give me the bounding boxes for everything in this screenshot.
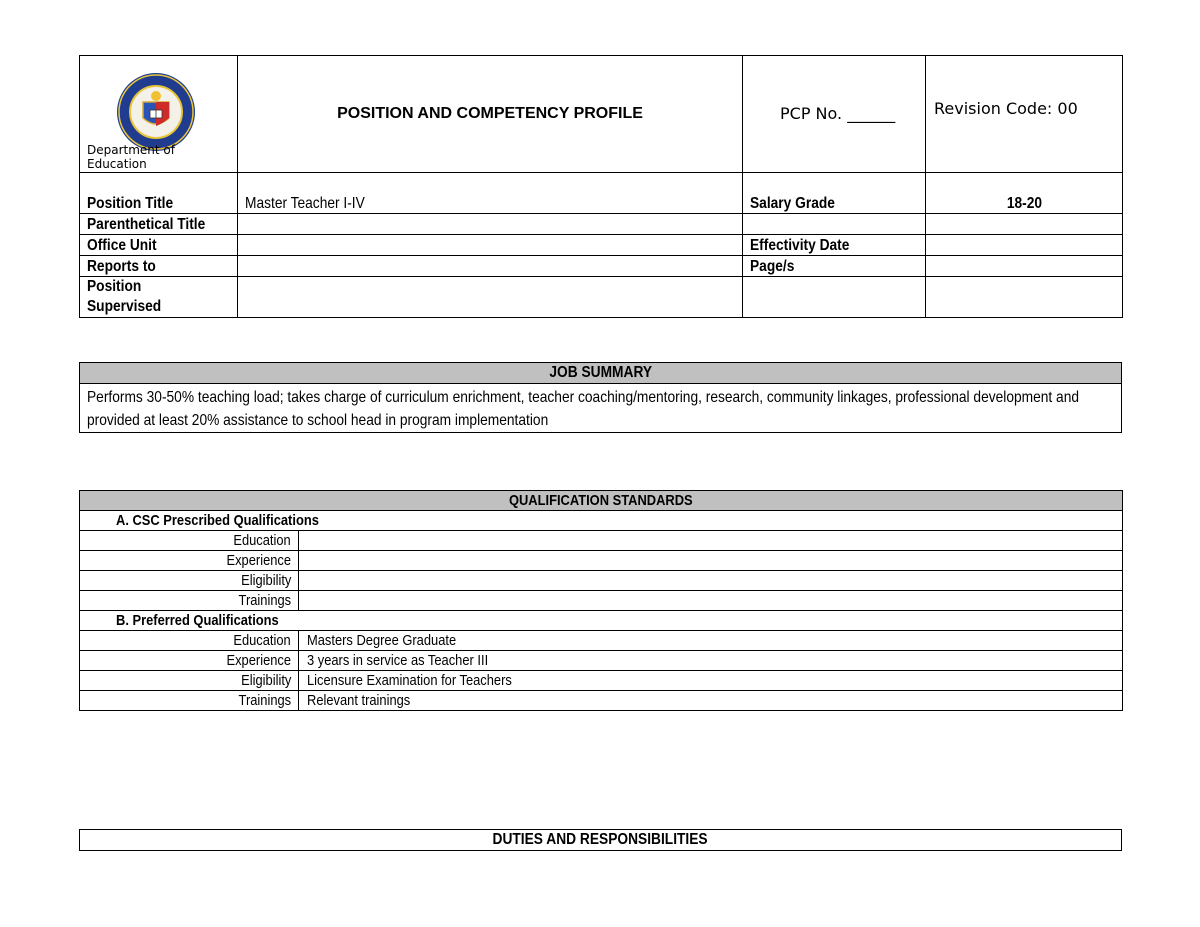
table-row xyxy=(80,671,1123,691)
parenthetical-extra-value xyxy=(926,214,1123,235)
logo-cell xyxy=(80,56,238,173)
department-name: Department of Education xyxy=(87,143,175,171)
table-row xyxy=(80,571,1123,591)
csc-trainings-value xyxy=(299,591,1123,611)
job-summary-table xyxy=(79,362,1122,433)
position-title-label: Position Title xyxy=(80,173,238,214)
position-title-value: Master Teacher I-IV xyxy=(238,173,743,214)
preferred-experience-value: 3 years in service as Teacher III xyxy=(299,651,1123,671)
table-row xyxy=(80,691,1123,711)
csc-qualifications-heading: A. CSC Prescribed Qualifications xyxy=(80,511,1123,531)
parenthetical-title-label: Parenthetical Title xyxy=(80,214,238,235)
deped-seal-icon xyxy=(116,72,196,152)
position-supervised-extra xyxy=(743,277,926,318)
effectivity-date-value xyxy=(926,235,1123,256)
csc-eligibility-value xyxy=(299,571,1123,591)
document-title: POSITION AND COMPETENCY PROFILE xyxy=(238,56,743,173)
duties-table xyxy=(79,829,1122,851)
qualification-standards-heading: QUALIFICATION STANDARDS xyxy=(80,491,1123,511)
pcp-number: PCP No. ______ xyxy=(743,56,926,173)
table-row xyxy=(80,631,1123,651)
csc-education-label: Education xyxy=(80,531,299,551)
preferred-education-label: Education xyxy=(80,631,299,651)
table-row xyxy=(80,591,1123,611)
csc-eligibility-label: Eligibility xyxy=(80,571,299,591)
position-supervised-label: Position Supervised xyxy=(80,277,238,318)
preferred-eligibility-value: Licensure Examination for Teachers xyxy=(299,671,1123,691)
preferred-education-value: Masters Degree Graduate xyxy=(299,631,1123,651)
parenthetical-extra-cell xyxy=(743,214,926,235)
office-unit-value xyxy=(238,235,743,256)
preferred-trainings-value: Relevant trainings xyxy=(299,691,1123,711)
preferred-experience-label: Experience xyxy=(80,651,299,671)
effectivity-date-label: Effectivity Date xyxy=(743,235,926,256)
salary-grade-value: 18-20 xyxy=(926,173,1123,214)
reports-to-value xyxy=(238,256,743,277)
office-unit-label: Office Unit xyxy=(80,235,238,256)
pages-label: Page/s xyxy=(743,256,926,277)
position-supervised-value xyxy=(238,277,743,318)
profile-header-table xyxy=(79,55,1123,318)
preferred-trainings-label: Trainings xyxy=(80,691,299,711)
table-row xyxy=(80,551,1123,571)
csc-experience-label: Experience xyxy=(80,551,299,571)
csc-education-value xyxy=(299,531,1123,551)
qualification-standards-table xyxy=(79,490,1123,711)
pages-value xyxy=(926,256,1123,277)
preferred-eligibility-label: Eligibility xyxy=(80,671,299,691)
csc-experience-value xyxy=(299,551,1123,571)
table-row xyxy=(80,651,1123,671)
salary-grade-label: Salary Grade xyxy=(743,173,926,214)
job-summary-heading: JOB SUMMARY xyxy=(80,363,1122,384)
parenthetical-title-value xyxy=(238,214,743,235)
csc-trainings-label: Trainings xyxy=(80,591,299,611)
revision-code: Revision Code: 00 xyxy=(926,56,1123,173)
job-summary-text: Performs 30-50% teaching load; takes charge of curriculum enrichment, teacher coaching/mentoring, research, community linkages, professional development and provided at least 20% assistance to school head in program implementation xyxy=(80,384,1122,433)
table-row xyxy=(80,531,1123,551)
preferred-qualifications-heading: B. Preferred Qualifications xyxy=(80,611,1123,631)
duties-heading: DUTIES AND RESPONSIBILITIES xyxy=(80,830,1122,851)
position-supervised-extra-value xyxy=(926,277,1123,318)
reports-to-label: Reports to xyxy=(80,256,238,277)
